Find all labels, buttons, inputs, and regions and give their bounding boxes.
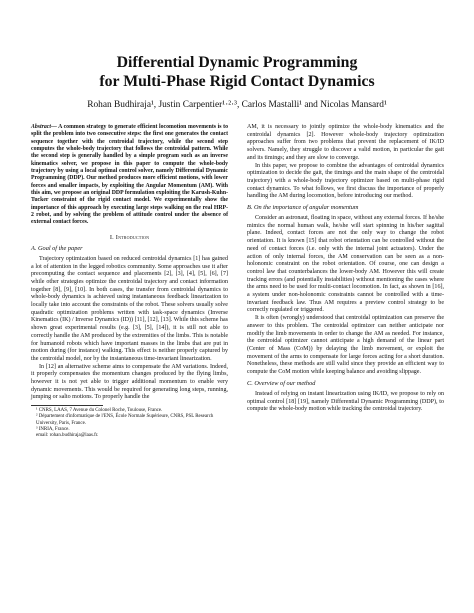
paragraph: AM, it is necessary to jointly optimize the whole-body kinematics and the centroidal dynamics [2]. However whole-body trajectory optimization approaches suffer from two problems that prevent the replacement of IK/ID solvers. Namely, they struggle to discover a valid motion, in particular the gait and its timings; and they are slow to converge. [247,124,444,161]
paragraph: It is often (wrongly) understood that centroidal optimization can preserve the answer to this problem. The centroidal optimizer can neither anticipate nor modify the limb movements in order to change the AM as needed. For instance, the centroidal optimizer cannot anticipate a high demand of the linear part (Center of Mass (CoM)) by delaying the limb movement, or exploit the movement of the arms to compensate for large forces acting for a short duration. Nonetheless, these methods are still valid since they provide an efficient way to compute the CoM motion while keeping balance and avoiding slippage. [247,315,444,376]
subsection-heading-angular-momentum: B. On the importance of angular momentum [247,204,359,212]
section-heading-introduction: I. Introduction [109,233,150,241]
abstract-text: — A common strategy to generate efficient locomotion movements is to split the problem into two consecutive steps: the first one generates the contact sequence together with the centroidal trajectory, while the second step computes the whole-body trajectory that follows the centroidal pattern. While the second step is generally handled by a simple program such as an inverse kinematics solver, we propose in this paper to compute the whole-body trajectory by using a local optimal control solver, namely Differential Dynamic Programming (DDP). Our method produces more efficient motions, with lower forces and smaller impacts, by exploiting the Angular Momentum (AM). With this aim, we propose an original DDP formulation exploiting the Karush-Kuhn-Tucker constraint of the rigid contact model. We experimentally show the importance of this approach by executing large steps walking on the real HRP-2 robot, and by solving the problem of attitude control under the absence of external contact forces. [31,124,228,226]
footnote: ³ INRIA, France. [36,427,70,433]
title-line-2: for Multi-Phase Rigid Contact Dynamics [99,73,375,90]
paragraph: In [12] an alternative scheme aims to compensate the AM variations. Indeed, it properly compensates the momentum changes produced by the flying limbs, however it is not yet able to trigger additional momentum to enable very dynamic movements. This would be required for generating long steps, running, jumping or salto motions. To properly handle the [31,363,228,401]
paragraph: Trajectory optimization based on reduced centroidal dynamics [1] has gained a lot of attention in the legged robotics community. Some approaches use it after precomputing the contact sequence and placements [2], [3], [4], [5], [6], [7] while other strategies optimize the centroidal trajectory and contact information together [8], [9], [10]. In both cases, the transfer from centroidal dynamics to whole-body dynamics is achieved using instantaneous feedback linearization to locally take into account the constraints of the robot. These solvers usually solve quadratic optimization problems written with task-space dynamics (Inverse Kinematics (IK) / Inverse Dynamics (ID)) [11], [12], [13]. While this scheme has shown great experimental results (e.g. [3], [5], [14]), it is still not able to correctly handle the AM produced by the extremities of the limbs. This is notable for humanoid robots which have important masses in the limbs that are put in motion during (for instance) walking. This effect is neither properly captured by the centroidal model, nor by the instantaneous time-invariant linearization. [31,255,228,362]
subsection-heading-goal: A. Goal of the paper [31,244,83,252]
footnote: ² Département d'informatique de l'ENS, École Normale Supérieure, CNRS, PSL Research University, Paris, France. [36,414,214,426]
abstract-label: Abstract [31,124,51,130]
author-list: Rohan Budhiraja¹, Justin Carpentier¹·²·³, Carlos Mastalli¹ and Nicolas Mansard¹ [87,100,387,110]
paragraph: Instead of relying on instant linearization using IK/ID, we propose to rely on optimal control [18] [19], namely Differential Dynamic Programming (DDP), to compute the whole-body motion while tracking the centroidal trajectory. [247,390,444,413]
abstract [31,124,228,227]
footnote-email: email: rohan.budhiraja@laas.fr. [36,433,99,439]
title-line-1: Differential Dynamic Programming [116,54,358,71]
paragraph: Consider an astronaut, floating in space, without any external forces. If he/she mimics the normal human walk, he/she will start spinning in his/her sagittal plane. Indeed, contact forces are not the only way to change the robot orientation. It is known [15] that robot orientation can be controlled without the need of contact forces (i.e. only with the internal joint actuators). Under the action of only internal forces, the AM conservation can be seen as a non-holonomic constraint on the robot orientation. Of course, one can design a control law that counterbalances the lower-body AM. However this will create tracking errors (and potentially instabilities) without mentioning the cases where the arms need to be used for multi-contact locomotion. In fact, as shown in [16], a system under non-holonomic constraints cannot be controlled with a time-invariant feedback law. Thus AM requires a preview control strategy to be correctly regulated or triggered. [247,215,444,314]
left-column [31,124,228,440]
footnote-divider [31,405,103,406]
subsection-heading-overview: C. Overview of our method [247,379,316,387]
footnote: ¹ CNRS, LAAS, 7 Avenue du Colonel Roche, Toulouse, France. [36,408,163,414]
paper-title [20,53,454,91]
paragraph: In this paper, we propose to combine the advantages of centroidal dynamics optimization to decide the gait, the timings and the main shape of the centroidal trajectory) with a whole-body trajectory optimizer based on multi-phase rigid contact dynamics. To what follows, we first discuss the importance of properly handling the AM during locomotion, before introducing our method. [247,162,444,200]
right-column [247,124,444,414]
